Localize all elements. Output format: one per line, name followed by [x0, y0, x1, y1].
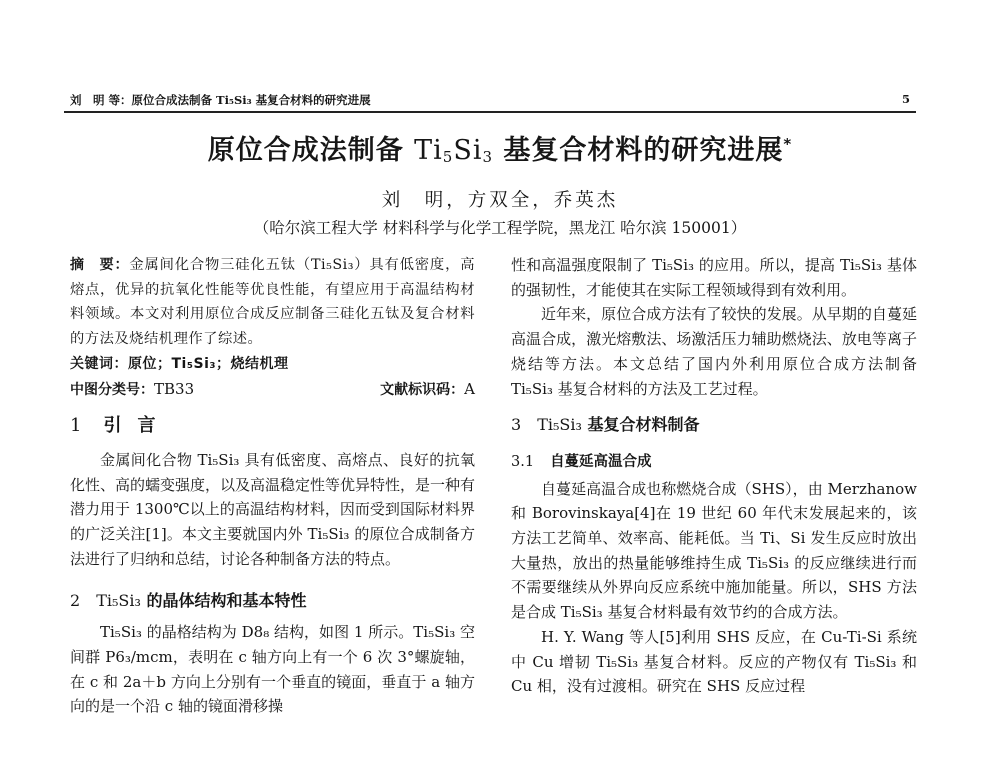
authors: 刘 明，方双全，乔英杰 — [381, 190, 619, 211]
header-rule — [64, 111, 916, 113]
section-number: 3 — [511, 415, 522, 435]
keywords — [70, 352, 475, 377]
title-footnote-mark: * — [783, 135, 793, 153]
section-3-1-heading — [511, 450, 917, 475]
title-subscript: 3 — [482, 148, 494, 166]
section-number: 2 — [70, 591, 81, 611]
keywords-label: 关键词： — [70, 355, 128, 372]
section-2-paragraph: Ti₅Si₃ 的晶格结构为 D8₈ 结构，如图 1 所示。Ti₅Si₃ 空间群 P6₃/mcm，表明在 c 轴方向上有一个 6 次 3°螺旋轴，在 c 和 2a＋b 方向上分别有一个垂直的镜面，垂直于 a 轴方向的是一个沿 c 轴的镜面滑移操 — [70, 623, 475, 716]
affiliation: （哈尔滨工程大学 材料科学与化学工程学院，黑龙江 哈尔滨 150001） — [253, 219, 747, 237]
section-3-heading — [511, 413, 917, 438]
clc-value: TB33 — [154, 379, 195, 398]
section-title: 引言 — [103, 415, 172, 437]
section-2-heading — [70, 589, 475, 614]
paragraph: H. Y. Wang 等人[5]利用 SHS 反应，在 Cu-Ti-Si 系统中 Cu 增韧 Ti₅Si₃ 基复合材料。反应的产物仅有 Ti₅Si₃ 和 Cu 相，没有过渡相。研究在 SHS 反应过程 — [511, 627, 917, 696]
title-part: 原位合成法制备 — [207, 135, 415, 166]
paper-title — [0, 128, 1000, 167]
keywords-text: 原位；Ti₅Si₃；烧结机理 — [128, 355, 289, 372]
paragraph: 近年来，原位合成方法有了较快的发展。从早期的自蔓延高温合成，激光熔敷法、场激活压力辅助燃烧法、放电等离子烧结等方法。本文总结了国内外利用原位合成方法制备 Ti₅Si₃ 基复合材料的方法及工艺过程。 — [511, 305, 917, 398]
right-column — [511, 253, 917, 699]
title-part: 基复合材料的研究进展 — [493, 135, 784, 166]
paragraph: 自蔓延高温合成也称燃烧合成（SHS），由 Merzhanow 和 Borovinskaya[4]在 19 世纪 60 年代末发展起来的，该方法工艺简单、效率高、能耗低。当 Ti、Si 发生反应时放出大量热，放出的热量能够维持生成 Ti₅Si₃ 的反应继续进行而不需要继续从外界向反应系统中施加能量。所以，SHS 方法是合成 Ti₅Si₃ 基复合材料最有效节约的合成方法。 — [511, 479, 917, 622]
page-number: 5 — [901, 92, 910, 106]
doc-code-value: A — [464, 379, 475, 398]
doc-code-label: 文献标识码： — [380, 381, 465, 398]
abstract-label: 摘 要： — [70, 257, 130, 273]
section-number: 1 — [70, 415, 82, 437]
running-head — [70, 92, 910, 108]
continued-paragraph: 性和高温强度限制了 Ti₅Si₃ 的应用。所以，提高 Ti₅Si₃ 基体的强韧性，才能使其在实际工程领域得到有效利用。 — [511, 256, 917, 299]
clc-label: 中图分类号： — [70, 381, 154, 398]
section-title: 基复合材料制备 — [581, 415, 700, 435]
title-formula-si: Si — [453, 135, 483, 166]
section-title: 自蔓延高温合成 — [550, 453, 652, 470]
section-formula: Ti₅Si₃ — [537, 415, 582, 435]
section-1-paragraph: 金属间化合物 Ti₅Si₃ 具有低密度、高熔点、良好的抗氧化性、高的蠕变强度，以及高温稳定性等优异特性，是一种有潜力用于 1300℃以上的高温结构材料，因而受到国际材料界的广泛关注[1]。本文主要就国内外 Ti₅Si₃ 的原位合成制备方法进行了归纳和总结，讨论各种制备方法的特点。 — [70, 450, 476, 568]
title-subscript: 5 — [442, 148, 454, 166]
section-number: 3.1 — [511, 453, 535, 470]
running-head-text: 刘 明 等：原位合成法制备 Ti₅Si₃ 基复合材料的研究进展 — [70, 93, 371, 107]
left-column — [70, 253, 475, 719]
title-formula-ti: Ti — [414, 135, 443, 166]
section-title: 的晶体结构和基本特性 — [140, 591, 307, 611]
section-1-heading — [70, 414, 475, 439]
classification-row — [70, 377, 475, 403]
section-formula: Ti₅Si₃ — [96, 591, 141, 611]
abstract — [70, 253, 475, 352]
abstract-text: 金属间化合物三硅化五钛（Ti₅Si₃）具有低密度，高熔点，优异的抗氧化性能等优良性能，有望应用于高温结构材料领域。本文对利用原位合成反应制备三硅化五钛及复合材料的方法及烧结机理作了综述。 — [70, 257, 476, 348]
